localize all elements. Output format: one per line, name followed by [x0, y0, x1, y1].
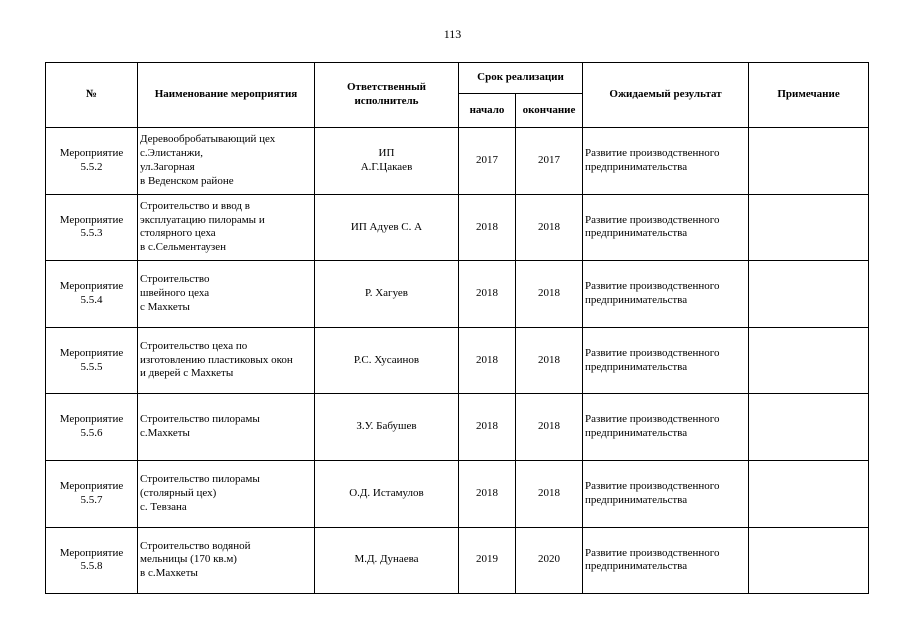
cell-measure-name: [138, 261, 315, 328]
cell-note: [749, 261, 869, 328]
cell-end-year: 2018: [516, 394, 583, 461]
cell-start-year: 2018: [459, 261, 516, 328]
cell-line: Развитие производственного: [585, 480, 720, 493]
cell-line: Строительство пилорамы: [140, 413, 260, 426]
cell-line: Строительство пилорамы: [140, 473, 260, 486]
header-num: №: [46, 63, 138, 128]
cell-line: в с.Сельментаузен: [140, 241, 227, 254]
cell-measure-number: [46, 527, 138, 594]
cell-line: Мероприятие: [59, 413, 124, 426]
cell-line: 5.5.4: [80, 293, 103, 306]
cell-line: в с.Махкеты: [140, 567, 198, 580]
cell-measure-name: [138, 460, 315, 527]
cell-line: Мероприятие: [59, 147, 124, 160]
cell-expected-result: [583, 128, 749, 195]
header-start: начало: [459, 94, 516, 128]
cell-measure-number: [46, 194, 138, 261]
cell-end-year: 2018: [516, 327, 583, 394]
cell-line: Мероприятие: [59, 480, 124, 493]
header-end: окончание: [516, 94, 583, 128]
cell-line: столярного цеха: [140, 227, 216, 240]
cell-line: 5.5.2: [80, 160, 103, 173]
cell-line: ул.Загорная: [140, 160, 195, 173]
cell-line: Развитие производственного: [585, 413, 720, 426]
cell-end-year: 2018: [516, 261, 583, 328]
table-row: [46, 327, 869, 394]
cell-responsible: [315, 128, 459, 195]
cell-line: с Махкеты: [140, 300, 190, 313]
cell-line: М.Д. Дунаева: [354, 553, 419, 566]
table-row: [46, 194, 869, 261]
cell-measure-name: [138, 194, 315, 261]
cell-note: [749, 128, 869, 195]
cell-line: 5.5.8: [80, 560, 103, 573]
cell-measure-name: [138, 394, 315, 461]
cell-expected-result: [583, 194, 749, 261]
cell-measure-name: [138, 327, 315, 394]
cell-line: предпринимательства: [585, 293, 688, 306]
cell-expected-result: [583, 527, 749, 594]
cell-expected-result: [583, 327, 749, 394]
cell-line: Мероприятие: [59, 546, 124, 559]
cell-line: Развитие производственного: [585, 147, 720, 160]
cell-start-year: 2017: [459, 128, 516, 195]
header-responsible: Ответственный исполнитель: [315, 63, 459, 128]
cell-measure-number: [46, 128, 138, 195]
cell-start-year: 2018: [459, 194, 516, 261]
cell-line: Мероприятие: [59, 213, 124, 226]
cell-line: предпринимательства: [585, 160, 688, 173]
cell-line: с.Махкеты: [140, 427, 190, 440]
cell-line: предпринимательства: [585, 560, 688, 573]
page-number: 113: [443, 27, 462, 41]
cell-line: Строительство: [140, 273, 210, 286]
cell-note: [749, 194, 869, 261]
cell-line: Развитие производственного: [585, 213, 720, 226]
cell-expected-result: [583, 261, 749, 328]
cell-end-year: 2017: [516, 128, 583, 195]
cell-line: предпринимательства: [585, 493, 688, 506]
cell-line: Мероприятие: [59, 280, 124, 293]
cell-line: Мероприятие: [59, 346, 124, 359]
cell-expected-result: [583, 394, 749, 461]
cell-line: Строительство цеха по: [140, 339, 248, 352]
cell-line: с. Тевзана: [140, 500, 187, 513]
table-row: [46, 128, 869, 195]
cell-responsible: [315, 527, 459, 594]
cell-start-year: 2018: [459, 327, 516, 394]
cell-note: [749, 460, 869, 527]
cell-line: мельницы (170 кв.м): [140, 553, 237, 566]
table-row: [46, 394, 869, 461]
cell-start-year: 2018: [459, 460, 516, 527]
cell-line: Развитие производственного: [585, 546, 720, 559]
cell-line: ИП Адуев С. А: [350, 220, 423, 233]
header-note: Примечание: [749, 63, 869, 128]
cell-expected-result: [583, 460, 749, 527]
cell-note: [749, 527, 869, 594]
cell-line: в Веденском районе: [140, 174, 234, 187]
cell-responsible: [315, 394, 459, 461]
cell-line: Развитие производственного: [585, 346, 720, 359]
cell-line: и дверей с Махкеты: [140, 367, 234, 380]
cell-line: изготовлению пластиковых окон: [140, 353, 293, 366]
table-body: [46, 128, 869, 594]
cell-line: 5.5.5: [80, 360, 103, 373]
cell-line: 5.5.6: [80, 427, 103, 440]
header-period: Срок реализации: [459, 63, 583, 94]
cell-measure-name: [138, 128, 315, 195]
cell-line: предпринимательства: [585, 227, 688, 240]
cell-measure-number: [46, 394, 138, 461]
cell-line: Развитие производственного: [585, 280, 720, 293]
cell-line: О.Д. Истамулов: [349, 486, 424, 499]
table-row: [46, 527, 869, 594]
header-name: Наименование мероприятия: [138, 63, 315, 128]
header-result: Ожидаемый результат: [583, 63, 749, 128]
cell-line: А.Г.Цакаев: [360, 160, 413, 173]
cell-end-year: 2018: [516, 194, 583, 261]
cell-line: Деревообробатывающий цех: [140, 133, 276, 146]
cell-line: Р.С. Хусаинов: [353, 353, 420, 366]
cell-line: швейного цеха: [140, 287, 210, 300]
cell-line: 5.5.7: [80, 493, 103, 506]
cell-responsible: [315, 460, 459, 527]
cell-line: предпринимательства: [585, 360, 688, 373]
cell-measure-number: [46, 460, 138, 527]
cell-line: ИП: [378, 147, 395, 160]
cell-line: (столярный цех): [140, 486, 217, 499]
cell-start-year: 2019: [459, 527, 516, 594]
cell-end-year: 2020: [516, 527, 583, 594]
cell-end-year: 2018: [516, 460, 583, 527]
table-header-row: [46, 63, 869, 94]
cell-line: эксплуатацию пилорамы и: [140, 213, 265, 226]
table-row: [46, 460, 869, 527]
cell-line: 5.5.3: [80, 227, 103, 240]
table-row: [46, 261, 869, 328]
cell-line: предпринимательства: [585, 427, 688, 440]
cell-line: Р. Хагуев: [364, 287, 408, 300]
cell-measure-number: [46, 327, 138, 394]
cell-responsible: [315, 327, 459, 394]
cell-line: Строительство водяной: [140, 539, 251, 552]
measures-table: [45, 62, 869, 594]
cell-line: с.Элистанжи,: [140, 147, 203, 160]
cell-line: Строительство и ввод в: [140, 199, 250, 212]
cell-measure-name: [138, 527, 315, 594]
cell-responsible: [315, 194, 459, 261]
cell-start-year: 2018: [459, 394, 516, 461]
cell-responsible: [315, 261, 459, 328]
cell-measure-number: [46, 261, 138, 328]
cell-note: [749, 327, 869, 394]
cell-note: [749, 394, 869, 461]
cell-line: З.У. Бабушев: [356, 420, 417, 433]
